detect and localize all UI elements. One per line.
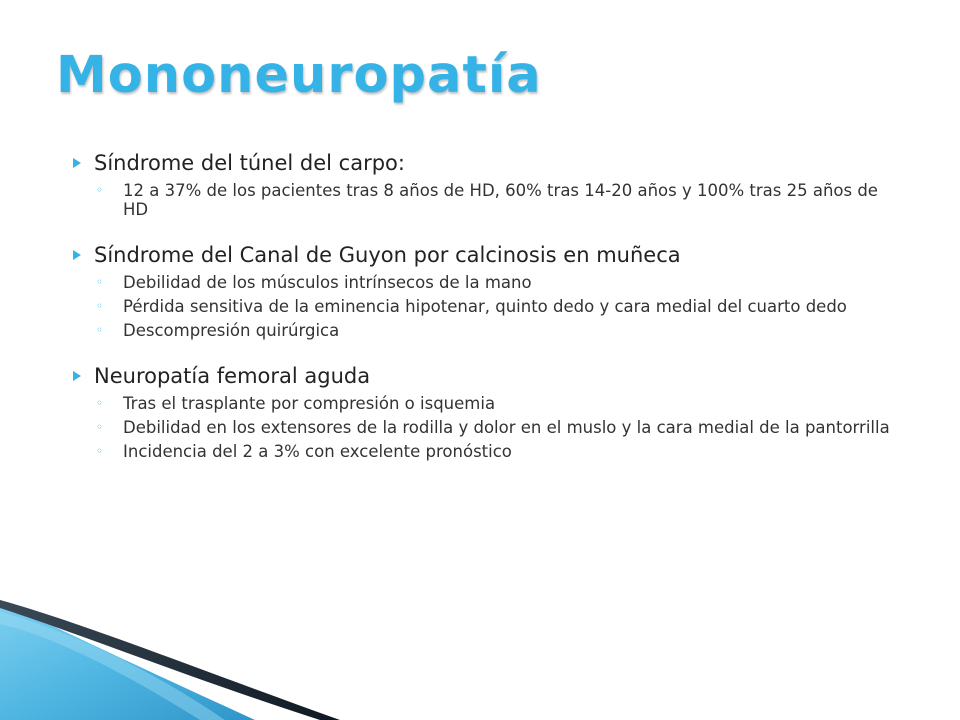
sub-bullet-item bbox=[96, 418, 892, 437]
bullet-section-guyon bbox=[72, 242, 892, 340]
sub-bullet-text: 12 a 37% de los pacientes tras 8 años de HD, 60% tras 14-20 años y 100% tras 25 años de HD bbox=[123, 181, 878, 219]
triangle-arrow-icon bbox=[72, 363, 94, 389]
ring-icon: ◦ bbox=[96, 420, 104, 434]
slide-content bbox=[72, 150, 892, 484]
sub-bullet-item bbox=[96, 273, 892, 292]
ring-icon: ◦ bbox=[96, 444, 104, 458]
bullet-item bbox=[72, 242, 892, 268]
sub-bullet-text: Incidencia del 2 a 3% con excelente pronóstico bbox=[123, 442, 512, 461]
sub-bullet-item bbox=[96, 297, 892, 316]
bullet-item bbox=[72, 363, 892, 389]
triangle-arrow-icon bbox=[72, 150, 94, 176]
slide-title: Mononeuropatía bbox=[56, 46, 542, 105]
bullet-heading: Síndrome del Canal de Guyon por calcinosis en muñeca bbox=[94, 243, 681, 267]
sub-bullet-text: Descompresión quirúrgica bbox=[123, 321, 340, 340]
sub-bullet-text: Tras el trasplante por compresión o isquemia bbox=[123, 394, 496, 413]
ring-icon: ◦ bbox=[96, 183, 104, 197]
ring-icon: ◦ bbox=[96, 323, 104, 337]
triangle-arrow-icon bbox=[72, 242, 94, 268]
sub-bullet-item bbox=[96, 394, 892, 413]
sub-bullet-text: Debilidad en los extensores de la rodilla y dolor en el muslo y la cara medial de la pantorrilla bbox=[123, 418, 890, 437]
sub-bullet-item bbox=[96, 442, 892, 461]
bullet-heading: Síndrome del túnel del carpo: bbox=[94, 151, 405, 175]
sub-bullet-text: Pérdida sensitiva de la eminencia hipotenar, quinto dedo y cara medial del cuarto dedo bbox=[123, 297, 847, 316]
ring-icon: ◦ bbox=[96, 299, 104, 313]
ring-icon: ◦ bbox=[96, 275, 104, 289]
sub-bullet-item bbox=[96, 321, 892, 340]
bullet-heading: Neuropatía femoral aguda bbox=[94, 364, 371, 388]
bullet-section-carpal-tunnel bbox=[72, 150, 892, 219]
ring-icon: ◦ bbox=[96, 396, 104, 410]
sub-bullet-text: Debilidad de los músculos intrínsecos de la mano bbox=[123, 273, 532, 292]
sub-bullet-item bbox=[96, 181, 892, 219]
bullet-item bbox=[72, 150, 892, 176]
decorative-corner-swoosh bbox=[0, 600, 360, 720]
bullet-section-femoral bbox=[72, 363, 892, 461]
